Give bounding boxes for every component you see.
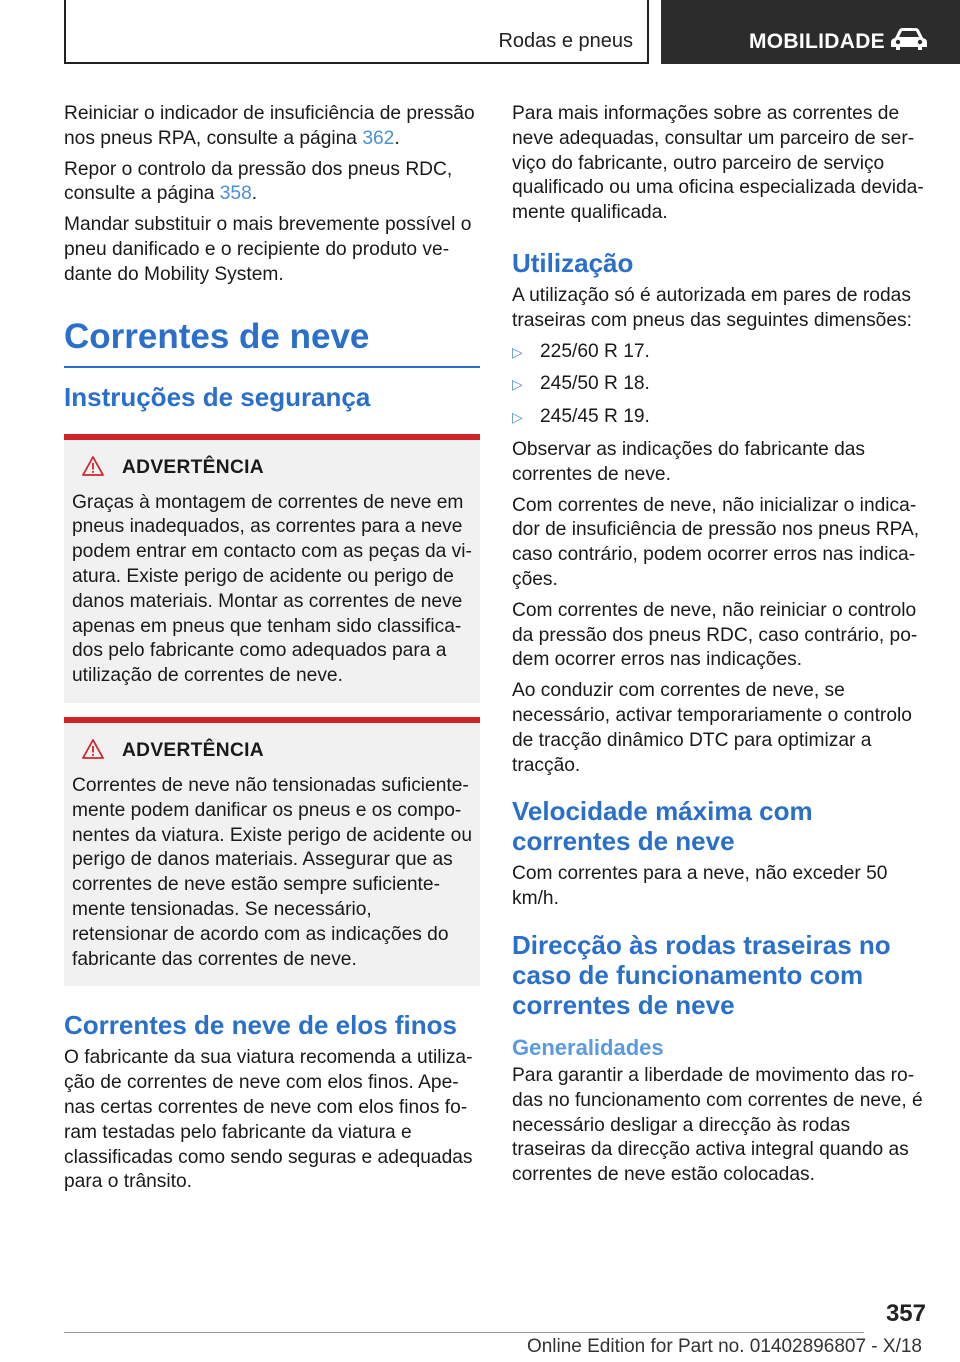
warning-text: Graças à montagem de correntes de neve em pneus inadequados, as correntes para a neve podem entrar em contacto com as peças da viatura. Existe perigo de acidente ou perigo de danos materiais. Montar as correntes de neve apenas em pneus que tenham sido classificados pelo fabricante como adequados para a utilização de correntes de neve. — [72, 491, 472, 687]
heading-general: Generalidades — [512, 1034, 664, 1060]
edition-footer: Online Edition for Part no. 01402896807 - X/18 — [526, 1336, 922, 1357]
page-link-362[interactable]: 362 — [362, 127, 395, 149]
paragraph-rpa: Com correntes de neve, não inicializar o indicador de insuficiência de pressão nos pneus RPA, caso contrário, podem ocorrer erros nas indicações. — [512, 494, 920, 590]
warning-text: Correntes de neve não tensionadas suficientemente podem danificar os pneus e os componentes da viatura. Existe perigo de acidente ou perigo de danos materiais. Assegurar que as correntes de neve estão sempre suficientemente tensionadas. Se necessário, retensionar de acordo com as indicações do fabricante das correntes de neve. — [72, 774, 473, 970]
warning-box-1 — [64, 434, 480, 703]
header-section-box — [64, 0, 649, 64]
paragraph-fine-chains: O fabricante da sua viatura recomenda a utilização de correntes de neve com elos finos. Apenas certas correntes de neve com elos finos foram testadas pelo fabricante da viatura e classificadas como sendo seguras e adequadas para o trânsito. — [64, 1047, 473, 1193]
warning-triangle-icon — [82, 739, 104, 764]
car-icon — [889, 26, 929, 57]
paragraph-rdc: Com correntes de neve, não reiniciar o controlo da pressão dos pneus RDC, caso contrário, podem ocorrer erros nas indicações. — [512, 599, 918, 671]
paragraph-general: Para garantir a liberdade de movimento das rodas no funcionamento com correntes de neve, é necessário desligar a direcção às rodas traseiras da direcção activa integral quando as correntes de neve estão colocadas. — [512, 1064, 923, 1186]
warning-box-2 — [64, 717, 480, 986]
paragraph-max-speed: Com correntes para a neve, não exceder 50 km/h. — [512, 863, 888, 910]
header-chapter-box — [661, 0, 960, 64]
warning-label: ADVERTÊNCIA — [122, 457, 264, 479]
bullet-triangle-icon: ▷ — [512, 343, 523, 360]
heading-fine-chains: Correntes de neve de elos finos — [64, 1010, 458, 1041]
page-link-358[interactable]: 358 — [219, 183, 252, 205]
heading-safety: Instruções de segurança — [64, 381, 371, 412]
list-item: ▷ 245/45 R 19. — [512, 405, 924, 430]
warning-triangle-icon — [82, 456, 104, 481]
heading-usage: Utilização — [512, 247, 634, 278]
left-column — [64, 102, 480, 1201]
paragraph-usage: A utilização só é autorizada em pares de rodas traseiras com pneus das seguintes dimensões: — [512, 284, 912, 331]
tyre-size-list — [512, 340, 924, 430]
paragraph-rdc-reset: Repor o controlo da pressão dos pneus RDC, consulte a página 358. — [64, 158, 453, 205]
chapter-title: MOBILIDADE — [749, 30, 885, 53]
heading-max-speed: Velocidade máxima com correntes de neve — [512, 796, 813, 857]
bullet-triangle-icon: ▷ — [512, 376, 523, 393]
list-item: ▷ 245/50 R 18. — [512, 372, 924, 397]
paragraph-rpa-reset: Reiniciar o indicador de insuficiência de pressão nos pneus RPA, consulte a página 362. — [64, 103, 475, 149]
heading-divider — [64, 366, 480, 368]
paragraph-dtc: Ao conduzir com correntes de neve, se necessário, activar temporariamente o controlo de tracção dinâmico DTC para optimizar a tracção. — [512, 680, 912, 776]
chapter-heading: Correntes de neve — [64, 316, 370, 356]
warning-label: ADVERTÊNCIA — [122, 740, 264, 762]
footer-divider — [64, 1332, 864, 1333]
right-column — [512, 102, 924, 1194]
paragraph-observe: Observar as indicações do fabricante das correntes de neve. — [512, 438, 866, 485]
list-item: ▷ 225/60 R 17. — [512, 340, 924, 365]
bullet-triangle-icon: ▷ — [512, 409, 523, 426]
paragraph-more-info: Para mais informações sobre as correntes de neve adequadas, consultar um parceiro de serviço do fabricante, outro parceiro de serviço qualificado ou uma oficina especializada devidamente qualificada. — [512, 103, 924, 224]
heading-rear-steering: Direcção às rodas traseiras no caso de funcionamento com correntes de neve — [512, 929, 891, 1020]
page-number: 357 — [885, 1300, 926, 1327]
section-title: Rodas e pneus — [498, 30, 633, 52]
paragraph-replace-tyre: Mandar substituir o mais brevemente possível o pneu danificado e o recipiente do produto vedante do Mobility System. — [64, 214, 472, 285]
